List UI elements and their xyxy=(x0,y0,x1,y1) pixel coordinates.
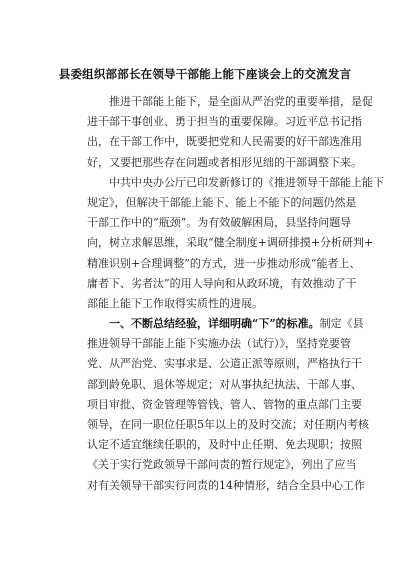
text-line xyxy=(87,132,362,152)
document-title: 县委组织部部长在领导干部能上能下座谈会上的交流发言 xyxy=(58,67,352,81)
text-line xyxy=(87,375,362,395)
line-text: 认定不适宜继续任职的，及时中止任期、免去现职；按照 xyxy=(87,438,362,452)
text-line xyxy=(87,435,362,455)
line-text: 制定《县 xyxy=(319,317,364,331)
text-line xyxy=(87,334,351,354)
line-text: 党、从严治党、实事求是、公道正派等原则，严格执行干 xyxy=(87,357,362,371)
line-text: 部到龄免职、退休等规定；对从事执纪执法、干部人事、 xyxy=(87,377,362,391)
line-text: 推进干部能上能下，是全面从严治党的重要举措，是促 xyxy=(109,95,373,108)
line-text: 《关于实行党政领导干部问责的暂行规定》，列出了应当 xyxy=(87,458,357,472)
line-text: 部能上能下工作取得实质性的进展。 xyxy=(87,296,263,310)
text-line xyxy=(87,274,357,294)
line-text: 向，树立求解思维，采取“健全制度+调研排摸+分析研判+ xyxy=(87,236,374,250)
text-line xyxy=(87,395,362,415)
line-text: 规定》，但解决干部能上能下、能上不能下的问题仍然是 xyxy=(87,195,357,209)
text-line xyxy=(87,254,361,274)
line-text: 推进领导干部能上能下实施办法（试行）》，坚持党要管 xyxy=(87,337,351,351)
text-line xyxy=(87,476,365,496)
text-line xyxy=(87,354,362,374)
line-text: 项目审批、资金管理等管钱、管人、管物的重点部门主要 xyxy=(87,397,362,411)
line-text: 出，在干部工作中，既要把党和人民需要的好干部选准用 xyxy=(87,135,362,149)
text-line xyxy=(87,233,374,253)
document-body xyxy=(87,92,384,496)
text-line xyxy=(87,92,373,112)
section-heading: 一、不断总结经验，详细明确“下”的标准。 xyxy=(109,317,320,331)
line-text: 进干部干事创业、勇于担当的重要保障。习近平总书记指 xyxy=(87,115,362,129)
text-line xyxy=(87,112,362,132)
line-text: 干部工作中的“瓶颈”。为有效破解困局，县坚持问题导 xyxy=(87,216,352,230)
line-text: 精准识别+合理调整”的方式，进一步推动形成“能者上、 xyxy=(87,256,361,270)
text-line xyxy=(87,314,364,334)
line-text: 领导，在同一职位任职5年以上的及时交流；对任期内考核 xyxy=(87,418,369,431)
text-line xyxy=(87,455,357,475)
text-line xyxy=(87,415,369,435)
text-line xyxy=(87,213,351,233)
line-text: 对有关领导干部实行问责的14种情形，结合全县中心工作 xyxy=(87,478,365,492)
line-text: 中共中央办公厅已印发新修订的《推进领导干部能上能下 xyxy=(109,175,384,189)
line-text: 好，又要把那些存在问题或者相形见绌的干部调整下来。 xyxy=(87,155,362,169)
text-line xyxy=(87,294,351,314)
text-line xyxy=(87,153,362,173)
line-text: 庸者下、劣者汰”的用人导向和从政环境，有效推动了干 xyxy=(87,276,357,290)
text-line xyxy=(87,173,384,193)
text-line xyxy=(87,193,357,213)
